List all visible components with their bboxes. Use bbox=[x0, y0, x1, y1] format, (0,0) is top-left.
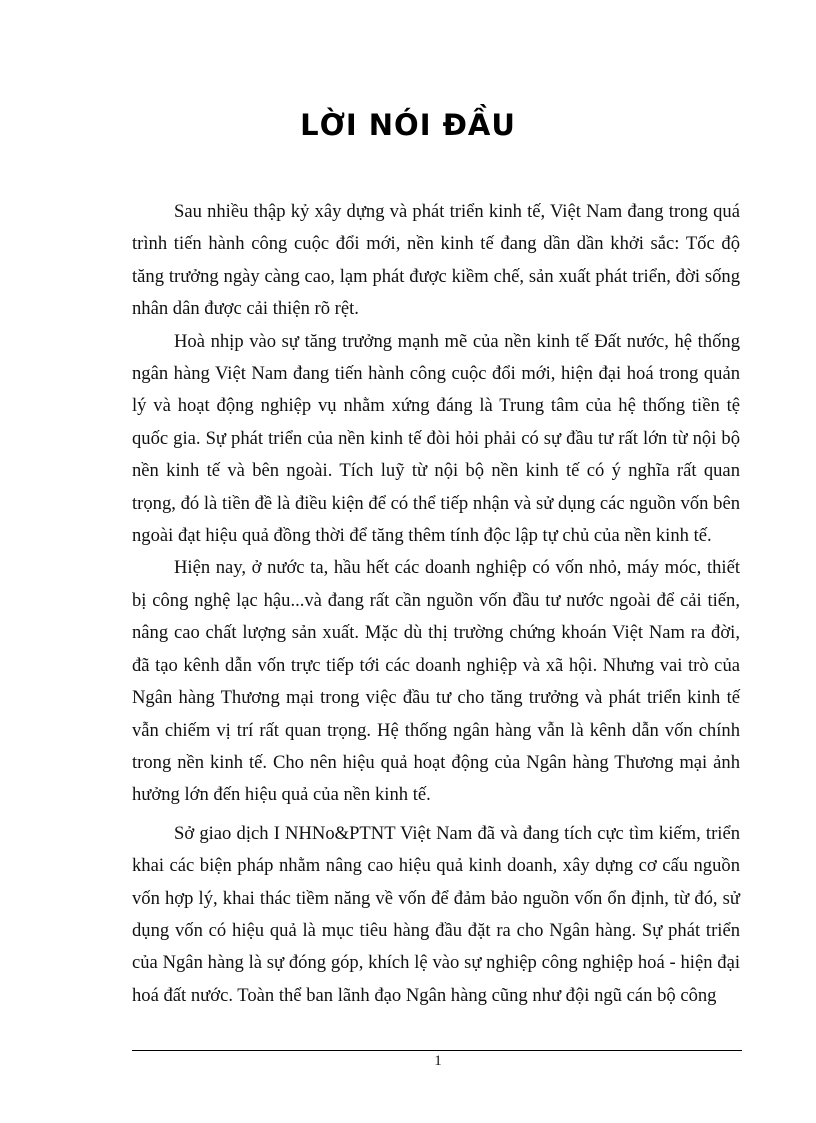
paragraph-1: Sau nhiều thập kỷ xây dựng và phát triển kinh tế, Việt Nam đang trong quá trình tiến hành công cuộc đổi mới, nền kinh tế đang dần dần khởi sắc: Tốc độ tăng trưởng ngày càng cao, lạm phát được kiềm chế, sản xuất phát triển, đời sống nhân dân được cải thiện rõ rệt. bbox=[132, 201, 740, 320]
paragraph-2: Hoà nhịp vào sự tăng trưởng mạnh mẽ của nền kinh tế Đất nước, hệ thống ngân hàng Việt Nam đang tiến hành công cuộc đổi mới, hiện đại hoá trong quản lý và hoạt động nghiệp vụ nhằm xứng đáng là Trung tâm của hệ thống tiền tệ quốc gia. Sự phát triển của nền kinh tế đòi hỏi phải có sự đầu tư rất lớn từ nội bộ nền kinh tế và bên ngoài. Tích luỹ từ nội bộ nền kinh tế có ý nghĩa rất quan trọng, đó là tiền đề là điều kiện để có thể tiếp nhận và sử dụng các nguồn vốn bên ngoài đạt hiệu quả đồng thời để tăng thêm tính độc lập tự chủ của nền kinh tế. bbox=[132, 330, 740, 547]
page-number: 1 bbox=[434, 1053, 442, 1069]
paragraph-3: Hiện nay, ở nước ta, hầu hết các doanh nghiệp có vốn nhỏ, máy móc, thiết bị công nghệ lạc hậu...và đang rất cần nguồn vốn đầu tư nước ngoài để cải tiến, nâng cao chất lượng sản xuất. Mặc dù thị trường chứng khoán Việt Nam ra đời, đã tạo kênh dẫn vốn trực tiếp tới các doanh nghiệp và xã hội. Nhưng vai trò của Ngân hàng Thương mại trong việc đầu tư cho tăng trưởng và phát triển kinh tế vẫn chiếm vị trí rất quan trọng. Hệ thống ngân hàng vẫn là kênh dẫn vốn chính trong nền kinh tế. Cho nên hiệu quả hoạt động của Ngân hàng Thương mại ảnh hưởng lớn đến hiệu quả của nền kinh tế. bbox=[132, 557, 740, 806]
footer-divider bbox=[132, 1050, 742, 1051]
paragraph-4: Sở giao dịch I NHNo&PTNT Việt Nam đã và đang tích cực tìm kiếm, triển khai các biện pháp nhằm nâng cao hiệu quả kinh doanh, xây dựng cơ cấu nguồn vốn hợp lý, khai thác tiềm năng về vốn để đảm bảo nguồn vốn ổn định, từ đó, sử dụng vốn có hiệu quả là mục tiêu hàng đầu đặt ra cho Ngân hàng. Sự phát triển của Ngân hàng là sự đóng góp, khích lệ vào sự nghiệp công nghiệp hoá - hiện đại hoá đất nước. Toàn thể ban lãnh đạo Ngân hàng cũng như đội ngũ cán bộ công bbox=[132, 822, 740, 1006]
page-title: LỜI NÓI ĐẦU bbox=[300, 108, 516, 142]
document-body bbox=[132, 196, 740, 1012]
